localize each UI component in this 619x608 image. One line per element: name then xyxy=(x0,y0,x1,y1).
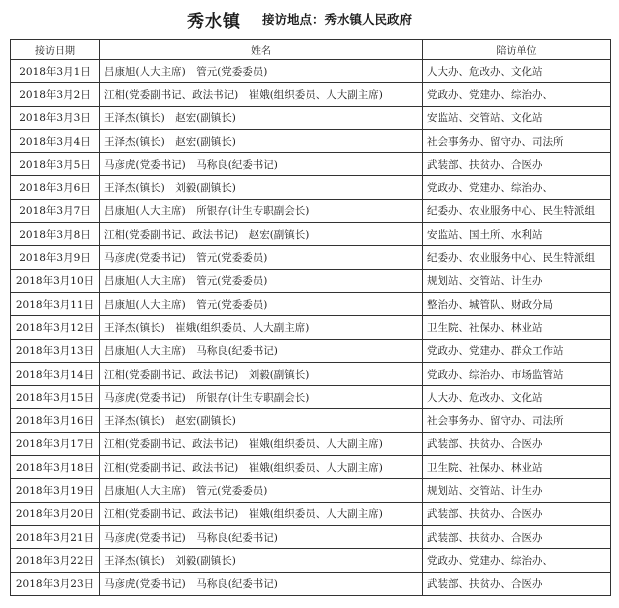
date-cell: 2018年3月21日 xyxy=(11,525,100,548)
name-cell: 马彦虎(党委书记) 马称良(纪委书记) xyxy=(100,572,423,595)
date-cell: 2018年3月20日 xyxy=(11,502,100,525)
unit-cell: 规划站、交管站、计生办 xyxy=(423,269,611,292)
table-row xyxy=(11,362,611,385)
table-row xyxy=(11,525,611,548)
name-cell: 吕康旭(人大主席) 管元(党委委员) xyxy=(100,269,423,292)
unit-cell: 党政办、党建办、综治办、 xyxy=(423,549,611,572)
name-cell: 王泽杰(镇长) 崔娥(组织委员、人大副主席) xyxy=(100,316,423,339)
date-cell: 2018年3月2日 xyxy=(11,83,100,106)
date-cell: 2018年3月17日 xyxy=(11,432,100,455)
date-cell: 2018年3月5日 xyxy=(11,153,100,176)
unit-cell: 整治办、城管队、财政分局 xyxy=(423,292,611,315)
document-header xyxy=(0,0,619,37)
table-row xyxy=(11,316,611,339)
unit-cell: 卫生院、社保办、林业站 xyxy=(423,456,611,479)
date-cell: 2018年3月22日 xyxy=(11,549,100,572)
name-cell: 吕康旭(人大主席) 所银存(计生专职副会长) xyxy=(100,199,423,222)
table-row xyxy=(11,176,611,199)
date-cell: 2018年3月16日 xyxy=(11,409,100,432)
unit-cell: 党政办、党建办、综治办、 xyxy=(423,176,611,199)
name-cell: 江相(党委副书记、政法书记) 刘毅(副镇长) xyxy=(100,362,423,385)
name-cell: 吕康旭(人大主席) 管元(党委委员) xyxy=(100,479,423,502)
name-cell: 吕康旭(人大主席) 管元(党委委员) xyxy=(100,292,423,315)
table-row xyxy=(11,153,611,176)
unit-cell: 安监站、交管站、文化站 xyxy=(423,106,611,129)
column-header-date: 接访日期 xyxy=(11,40,100,60)
table-row xyxy=(11,549,611,572)
table-row xyxy=(11,502,611,525)
name-cell: 江相(党委副书记、政法书记) 崔娥(组织委员、人大副主席) xyxy=(100,502,423,525)
name-cell: 江相(党委副书记、政法书记) 崔娥(组织委员、人大副主席) xyxy=(100,83,423,106)
unit-cell: 武装部、扶贫办、合医办 xyxy=(423,502,611,525)
date-cell: 2018年3月10日 xyxy=(11,269,100,292)
table-row xyxy=(11,292,611,315)
table-row xyxy=(11,339,611,362)
date-cell: 2018年3月3日 xyxy=(11,106,100,129)
name-cell: 马彦虎(党委书记) 马称良(纪委书记) xyxy=(100,153,423,176)
unit-cell: 纪委办、农业服务中心、民生特派组 xyxy=(423,199,611,222)
name-cell: 马彦虎(党委书记) 管元(党委委员) xyxy=(100,246,423,269)
date-cell: 2018年3月15日 xyxy=(11,386,100,409)
table-row xyxy=(11,269,611,292)
table-row xyxy=(11,456,611,479)
column-header-unit: 陪访单位 xyxy=(423,40,611,60)
table-row xyxy=(11,83,611,106)
unit-cell: 党政办、党建办、综治办、 xyxy=(423,83,611,106)
date-cell: 2018年3月18日 xyxy=(11,456,100,479)
name-cell: 王泽杰(镇长) 赵宏(副镇长) xyxy=(100,409,423,432)
name-cell: 马彦虎(党委书记) 所银存(计生专职副会长) xyxy=(100,386,423,409)
date-cell: 2018年3月19日 xyxy=(11,479,100,502)
date-cell: 2018年3月11日 xyxy=(11,292,100,315)
date-cell: 2018年3月23日 xyxy=(11,572,100,595)
town-title: 秀水镇 xyxy=(187,12,241,32)
reception-schedule-table xyxy=(10,39,611,596)
column-header-name: 姓名 xyxy=(100,40,423,60)
table-row xyxy=(11,432,611,455)
name-cell: 王泽杰(镇长) 赵宏(副镇长) xyxy=(100,129,423,152)
date-cell: 2018年3月13日 xyxy=(11,339,100,362)
name-cell: 江相(党委副书记、政法书记) 赵宏(副镇长) xyxy=(100,223,423,246)
unit-cell: 纪委办、农业服务中心、民生特派组 xyxy=(423,246,611,269)
date-cell: 2018年3月12日 xyxy=(11,316,100,339)
unit-cell: 卫生院、社保办、林业站 xyxy=(423,316,611,339)
name-cell: 吕康旭(人大主席) 管元(党委委员) xyxy=(100,60,423,83)
table-row xyxy=(11,246,611,269)
table-row xyxy=(11,129,611,152)
unit-cell: 规划站、交管站、计生办 xyxy=(423,479,611,502)
unit-cell: 人大办、危改办、文化站 xyxy=(423,386,611,409)
date-cell: 2018年3月9日 xyxy=(11,246,100,269)
table-row xyxy=(11,199,611,222)
name-cell: 王泽杰(镇长) 赵宏(副镇长) xyxy=(100,106,423,129)
table-row xyxy=(11,223,611,246)
unit-cell: 武装部、扶贫办、合医办 xyxy=(423,572,611,595)
name-cell: 马彦虎(党委书记) 马称良(纪委书记) xyxy=(100,525,423,548)
date-cell: 2018年3月14日 xyxy=(11,362,100,385)
unit-cell: 党政办、综治办、市场监管站 xyxy=(423,362,611,385)
name-cell: 江相(党委副书记、政法书记) 崔娥(组织委员、人大副主席) xyxy=(100,432,423,455)
date-cell: 2018年3月8日 xyxy=(11,223,100,246)
date-cell: 2018年3月7日 xyxy=(11,199,100,222)
table-row xyxy=(11,409,611,432)
table-row xyxy=(11,60,611,83)
date-cell: 2018年3月6日 xyxy=(11,176,100,199)
table-row xyxy=(11,106,611,129)
table-header-row xyxy=(11,40,611,60)
table-row xyxy=(11,572,611,595)
reception-location: 接访地点：秀水镇人民政府 xyxy=(262,12,413,27)
unit-cell: 武装部、扶贫办、合医办 xyxy=(423,153,611,176)
table-row xyxy=(11,386,611,409)
date-cell: 2018年3月1日 xyxy=(11,60,100,83)
unit-cell: 社会事务办、留守办、司法所 xyxy=(423,129,611,152)
unit-cell: 社会事务办、留守办、司法所 xyxy=(423,409,611,432)
name-cell: 王泽杰(镇长) 刘毅(副镇长) xyxy=(100,549,423,572)
name-cell: 江相(党委副书记、政法书记) 崔娥(组织委员、人大副主席) xyxy=(100,456,423,479)
unit-cell: 安监站、国土所、水利站 xyxy=(423,223,611,246)
date-cell: 2018年3月4日 xyxy=(11,129,100,152)
unit-cell: 党政办、党建办、群众工作站 xyxy=(423,339,611,362)
table-row xyxy=(11,479,611,502)
unit-cell: 武装部、扶贫办、合医办 xyxy=(423,432,611,455)
unit-cell: 人大办、危改办、文化站 xyxy=(423,60,611,83)
name-cell: 王泽杰(镇长) 刘毅(副镇长) xyxy=(100,176,423,199)
unit-cell: 武装部、扶贫办、合医办 xyxy=(423,525,611,548)
name-cell: 吕康旭(人大主席) 马称良(纪委书记) xyxy=(100,339,423,362)
